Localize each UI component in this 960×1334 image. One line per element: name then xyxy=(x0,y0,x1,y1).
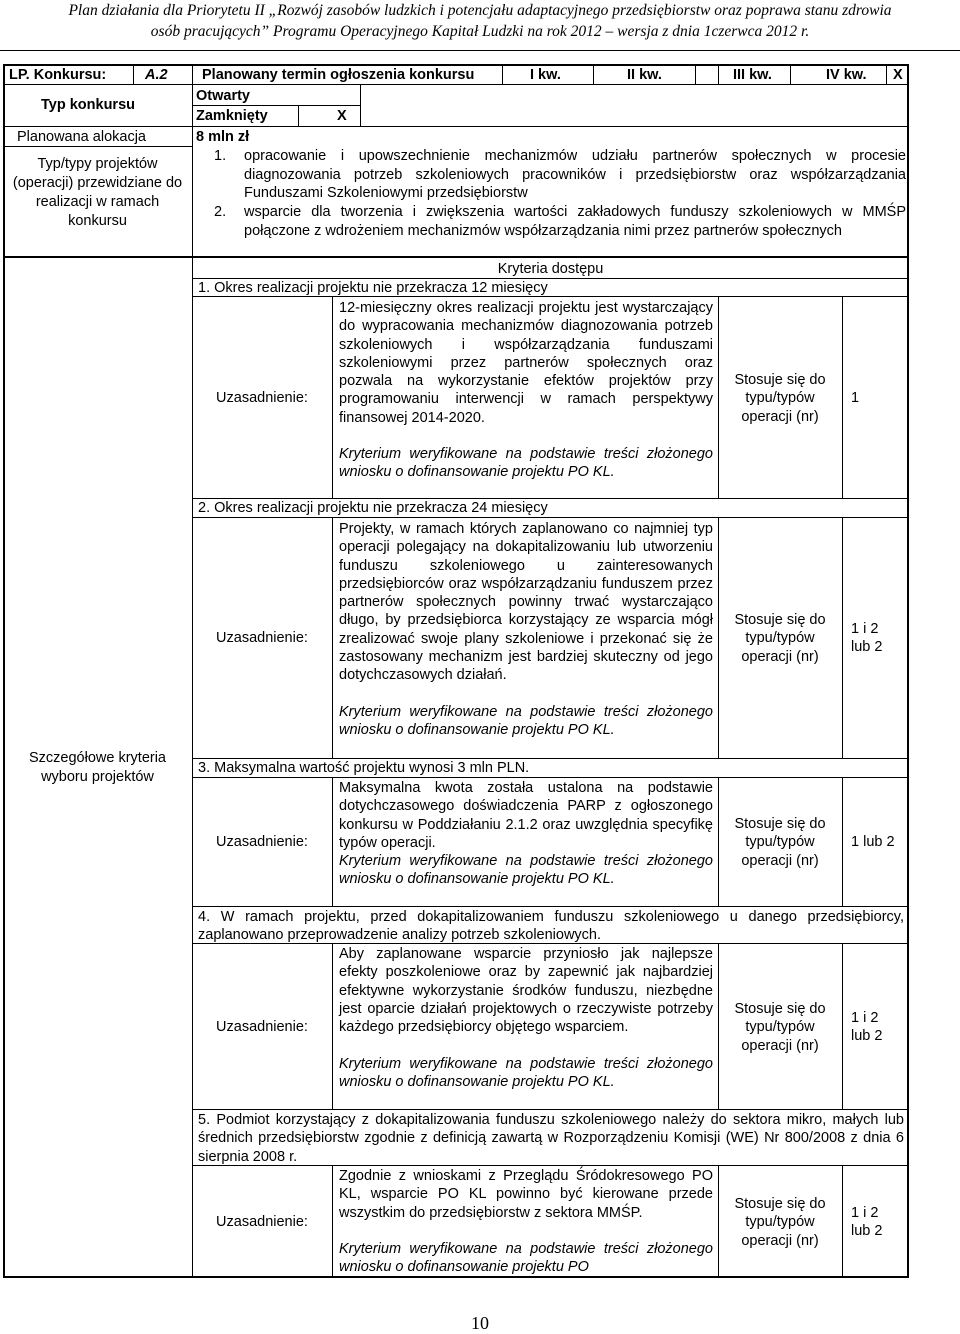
quarter-2: II kw. xyxy=(627,67,662,83)
justification-label: Uzasadnienie: xyxy=(216,390,308,406)
criterion-title: 1. Okres realizacji projektu nie przekracza 12 miesięcy xyxy=(198,280,548,296)
row-divider xyxy=(192,1109,909,1110)
header-line-2: osób pracujących” Programu Operacyjnego Kapitał Ludzki na rok 2012 – wersja z dnia 1czerwca 2012 r. xyxy=(150,23,810,40)
row-divider xyxy=(3,256,909,258)
col-divider xyxy=(332,1165,333,1278)
justification-label: Uzasadnienie: xyxy=(216,630,308,646)
col-divider xyxy=(332,296,333,498)
lp-value: A.2 xyxy=(145,67,168,83)
criterion-applies-label: Stosuje się do typu/typów operacji (nr) xyxy=(734,816,826,869)
row-divider xyxy=(192,906,909,907)
project-type-text: wsparcie dla tworzenia i zwiększenia wartości zakładowych funduszy szkoleniowych w MMŚP połączone z wdrożeniem mechanizmów współzarządzania nimi przez partnerów społecznych xyxy=(244,204,906,239)
col-divider xyxy=(332,943,333,1109)
criterion-verification: Kryterium weryfikowane na podstawie treści złożonego wniosku o dofinansowanie projektu PO KL. xyxy=(339,446,713,481)
criterion-justification: Maksymalna kwota została ustalona na podstawie dotychczasowego doświadczenia PARP z ogłoszonego konkursu w Poddziałaniu 2.1.2 oraz uwzględnia specyfikę typów operacji. xyxy=(339,780,713,851)
criterion-verification: Kryterium weryfikowane na podstawie treści złożonego wniosku o dofinansowanie projektu PO xyxy=(339,1241,713,1276)
justification-label: Uzasadnienie: xyxy=(216,1019,308,1035)
justification-label: Uzasadnienie: xyxy=(216,834,308,850)
criterion-title: 5. Podmiot korzystający z dokapitalizowania funduszu szkoleniowego należy do sektora mikro, małych lub średnich przedsiębiorstw zgodnie z definicją zawartą w Rozporządzeniu Komisji (WE) Nr 800/2008 z dnia 6 sierpnia 2008 r. xyxy=(198,1112,904,1165)
type-label: Typ konkursu xyxy=(41,97,135,113)
col-divider xyxy=(332,777,333,906)
criterion-justification: Projekty, w ramach których zaplanowano co najmniej typ operacji polegający na dokapitalizowaniu lub utworzeniu funduszu szkoleniowego u zainteresowanych przedsiębiorców oraz współzarządzaniu funduszem przez partnerów społecznych powinny trwać wystarczająco długo, by przedsiębiorca korzystający ze wsparcia mógł zrealizować swoje plany szkoleniowe i przekonać się że zastosowany mechanizm jest bardziej skuteczny od jego dotychczasowych działań. xyxy=(339,521,713,684)
criterion-verification: Kryterium weryfikowane na podstawie treści złożonego wniosku o dofinansowanie projektu PO KL. xyxy=(339,853,713,888)
col-divider xyxy=(133,64,134,85)
criterion-justification: Zgodnie z wnioskami z Przeglądu Śródokresowego PO KL, wsparcie PO KL powinno być kierowane przede wszystkim do przedsiębiorstw z sektora MMŚP. xyxy=(339,1168,713,1221)
criterion-applies-value: 1 i 2 lub 2 xyxy=(851,621,883,656)
criterion-applies-label: Stosuje się do typu/typów operacji (nr) xyxy=(734,1001,826,1054)
col-divider xyxy=(718,777,719,906)
col-divider xyxy=(298,105,299,126)
project-type-num: 1. xyxy=(214,148,227,164)
header-rule xyxy=(0,50,960,51)
term-label: Planowany termin ogłoszenia konkursu xyxy=(202,67,475,83)
col-divider xyxy=(718,64,719,85)
col-divider xyxy=(718,943,719,1109)
col-divider xyxy=(842,777,843,906)
col-divider xyxy=(842,296,843,498)
criterion-applies-value: 1 xyxy=(851,390,860,406)
lp-label: LP. Konkursu: xyxy=(9,67,107,83)
col-divider xyxy=(192,64,193,1278)
criterion-applies-label: Stosuje się do typu/typów operacji (nr) xyxy=(734,372,826,425)
criterion-title: 2. Okres realizacji projektu nie przekracza 24 miesięcy xyxy=(198,500,548,516)
page-number: 10 xyxy=(471,1313,489,1333)
justification-label: Uzasadnienie: xyxy=(216,1214,308,1230)
quarter-mark: X xyxy=(893,67,903,83)
project-types-label: Typ/typy projektów (operacji) przewidziane do realizacji w ramach konkursu xyxy=(12,156,183,229)
col-divider xyxy=(718,517,719,758)
type-open: Otwarty xyxy=(196,88,250,104)
document-header xyxy=(0,0,960,42)
criterion-applies-value: 1 i 2 lub 2 xyxy=(851,1205,883,1240)
col-divider xyxy=(886,64,887,85)
criterion-title: 3. Maksymalna wartość projektu wynosi 3 mln PLN. xyxy=(198,760,530,776)
col-divider xyxy=(842,1165,843,1278)
col-divider xyxy=(718,296,719,498)
type-closed-mark: X xyxy=(337,108,347,124)
col-divider xyxy=(332,517,333,758)
project-type-text: opracowanie i upowszechnienie mechanizmów udziału partnerów społecznych w procesie diagnozowania potrzeb szkoleniowych pracowników i przedsiębiorstw oraz współzarządzania Funduszami Szkoleniowymi przedsiębiorstw xyxy=(244,148,906,201)
criteria-heading: Kryteria dostępu xyxy=(497,261,604,277)
criterion-verification: Kryterium weryfikowane na podstawie treści złożonego wniosku o dofinansowanie projektu PO KL. xyxy=(339,704,713,739)
header-line-1: Plan działania dla Priorytetu II „Rozwój zasobów ludzkich i potencjału adaptacyjnego przedsiębiorstw oraz poprawa stanu zdrowia xyxy=(68,2,892,19)
col-divider xyxy=(842,517,843,758)
quarter-4: IV kw. xyxy=(826,67,867,83)
quarter-3: III kw. xyxy=(733,67,772,83)
criterion-justification: Aby zaplanowane wsparcie przyniosło jak najlepsze efekty poszkoleniowe oraz by zapewnić jak najbardziej efektywne wykorzystanie środków funduszu, niezbędne jest oparcie działań projektowych o rzeczywiste potrzeby każdego przedsiębiorcy objętego wsparciem. xyxy=(339,946,713,1036)
allocation-label: Planowana alokacja xyxy=(17,129,146,145)
quarter-1: I kw. xyxy=(530,67,561,83)
col-divider xyxy=(718,1165,719,1278)
criterion-applies-value: 1 i 2 lub 2 xyxy=(851,1010,883,1045)
type-closed: Zamknięty xyxy=(196,108,268,124)
col-divider xyxy=(360,84,361,126)
col-divider xyxy=(502,64,503,85)
criterion-applies-value: 1 lub 2 xyxy=(851,834,895,850)
col-divider xyxy=(842,943,843,1109)
criterion-title: 4. W ramach projektu, przed dokapitalizowaniem funduszu szkoleniowego u danego przedsiębiorcy, zaplanowano przeprowadzenie analizy potrzeb szkoleniowych. xyxy=(198,909,904,944)
criterion-justification: 12-miesięczny okres realizacji projektu jest wystarczający do wypracowania mechanizmów diagnozowania potrzeb szkoleniowych i współzarządzania funduszami szkoleniowymi przez partnerów społecznych oraz pozwala na wykorzystanie efektów projektów przy programowaniu interwencji w ramach perspektywy finansowej 2014-2020. xyxy=(339,300,713,426)
criterion-applies-label: Stosuje się do typu/typów operacji (nr) xyxy=(734,612,826,665)
criteria-left-label: Szczegółowe kryteria wyboru projektów xyxy=(29,750,166,785)
col-divider xyxy=(593,64,594,85)
criterion-applies-label: Stosuje się do typu/typów operacji (nr) xyxy=(734,1196,826,1249)
col-divider xyxy=(790,64,791,85)
col-divider xyxy=(695,64,696,85)
allocation-value: 8 mln zł xyxy=(196,129,250,145)
project-type-num: 2. xyxy=(214,204,227,220)
row-divider xyxy=(3,126,909,127)
criterion-verification: Kryterium weryfikowane na podstawie treści złożonego wniosku o dofinansowanie projektu PO KL. xyxy=(339,1056,713,1091)
